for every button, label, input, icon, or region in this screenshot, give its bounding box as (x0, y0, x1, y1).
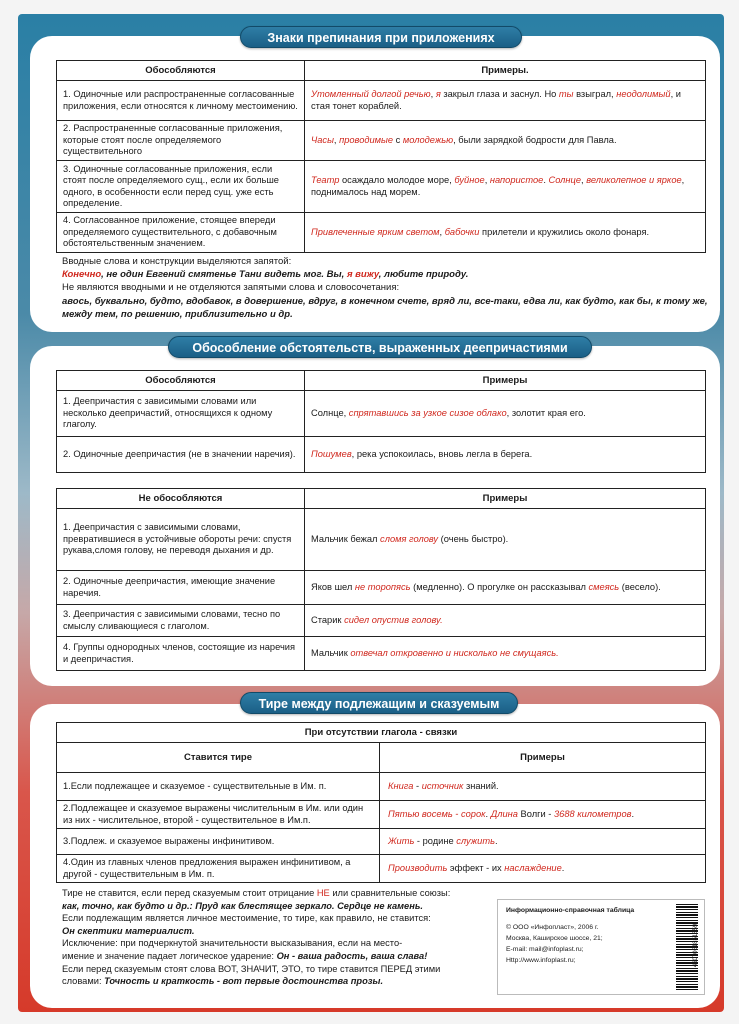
table-row (57, 571, 706, 605)
note-text: имение и значение падает логическое ударение: (62, 950, 277, 961)
section2-table-separated (56, 370, 706, 473)
col-header-rule: Не обособляются (57, 489, 305, 509)
example-text: знаний. (463, 780, 499, 791)
rule-cell: 4. Согласованное приложение, стоящее впереди определяемого существительного, с добавочным обстоятельственным значением. (57, 213, 305, 253)
example-cell (305, 571, 706, 605)
note-line (62, 887, 494, 900)
example-cell (305, 81, 706, 121)
note-text: Если подлежащим является личное местоимение, то тире, как правило, не ставится: (62, 913, 431, 924)
note-text: или сравнительные союзы: (329, 888, 451, 898)
example-text: . (631, 808, 635, 819)
table-row (57, 81, 706, 121)
example-text: эффект - их (447, 862, 505, 873)
table-row (57, 637, 706, 671)
info-line: © ООО «Инфопласт», 2006 г. (506, 924, 599, 931)
col-header-rule: Обособляются (57, 371, 305, 391)
table-row (57, 213, 706, 253)
rule-cell: 3. Деепричастия с зависимыми словами, тесно по смыслу сливающиеся с глаголом. (57, 605, 305, 637)
highlighted-example-text: великолепное и яркое (586, 175, 682, 185)
highlighted-example-text: Пошумев (311, 448, 352, 459)
note-text: Он скептики материалист. (62, 925, 195, 936)
example-cell (305, 637, 706, 671)
rule-cell: 2. Одиночные деепричастия (не в значении наречия). (57, 437, 305, 473)
section3-title: Тире между подлежащим и сказуемым (240, 692, 518, 714)
example-text: Яков шел (311, 581, 355, 592)
table-row (57, 801, 706, 829)
highlighted-example-text: Часы (311, 134, 334, 145)
rule-cell: 2. Распространенные согласованные приложения, которые стоят после определяемого существительного (57, 121, 305, 161)
example-text: закрыл глаза и заснул. Но (440, 89, 559, 99)
example-text: Мальчик (311, 647, 351, 658)
table-row (57, 391, 706, 437)
highlighted-example-text: смеясь (588, 581, 620, 592)
col-header-examples: Примеры. (305, 61, 706, 81)
example-text: , (333, 134, 340, 145)
example-text: , золотит края его. (506, 407, 586, 418)
highlighted-example-text: Привлеченные ярким светом (311, 226, 440, 237)
note-text: как, точно, как будто и др.: Пруд как блестящее зеркало. Сердце не камень. (62, 900, 423, 911)
rule-cell: 1. Одиночные или распространенные согласованные приложения, если относятся к личному местоимению. (57, 81, 305, 121)
example-text: , любите природу. (378, 269, 469, 281)
section1-table (56, 60, 706, 253)
note-text: Он - ваша радость, ваша слава! (276, 950, 428, 961)
highlighted-example-text: Утомленный долгой речью (311, 89, 431, 99)
example-text: (медленно). О прогулке он рассказывал (410, 581, 589, 592)
highlighted-example-text: спрятавшись за узкое сизое облако (348, 407, 507, 418)
highlighted-example-text: Жить (388, 835, 415, 846)
note-text: словами: (62, 976, 105, 987)
note-text: Точность и краткость - вот первые достоинства прозы. (104, 976, 384, 987)
section1-notes (62, 255, 712, 321)
example-text: - родине (414, 835, 457, 846)
example-cell (380, 855, 706, 883)
intro-words-example (62, 268, 712, 281)
col-header-examples: Примеры (305, 489, 706, 509)
highlighted-example-text: Театр (311, 175, 340, 185)
section2-title: Обособление обстоятельств, выраженных деепричастиями (168, 336, 592, 358)
non-intro-words-note: Не являются вводными и не отделяются запятыми слова и словосочетания: (62, 282, 400, 294)
note-line (62, 937, 494, 950)
highlighted-example-text: не торопясь (354, 581, 411, 592)
highlighted-example-text: Длина (490, 808, 518, 819)
highlighted-example-text: источник (421, 780, 464, 791)
note-text: Если перед сказуемым стоят слова ВОТ, ЗНАЧИТ, ЭТО, то тире ставится ПЕРЕД этими (62, 963, 441, 974)
highlighted-example-text: Книга (388, 780, 414, 791)
example-cell (305, 437, 706, 473)
example-text: , (484, 175, 490, 185)
example-text: , поднималось над морем. (311, 175, 685, 197)
highlighted-example-text: ты (558, 89, 574, 99)
example-cell (305, 121, 706, 161)
note-text: Тире не ставится, если перед сказуемым стоит отрицание (62, 888, 317, 898)
example-cell (380, 773, 706, 801)
section3-caption: При отсутствии глагола - связки (57, 723, 706, 743)
example-text: , были зарядкой бодрости для Павла. (453, 134, 617, 145)
example-text: Волги - (517, 808, 554, 819)
example-text: , (581, 175, 587, 185)
example-text: осаждало молодое море, (339, 175, 455, 185)
table-row (57, 509, 706, 571)
example-text: , (439, 226, 445, 237)
example-text: взыграл, (573, 89, 617, 99)
table-row (57, 829, 706, 855)
example-text: с (393, 134, 403, 145)
highlighted-example-text: служить (456, 835, 495, 846)
highlighted-example-text: проводимые (339, 134, 394, 145)
example-cell (380, 829, 706, 855)
col-header-rule: Ставится тире (57, 743, 380, 773)
highlighted-example-text: я вижу (346, 269, 379, 281)
highlighted-example-text: буйное (454, 175, 485, 185)
example-cell (380, 801, 706, 829)
example-text: , (430, 89, 436, 99)
intro-words-note: Вводные слова и конструкции выделяются запятой: (62, 256, 292, 267)
highlighted-example-text: сидел опустив голову. (344, 614, 443, 625)
highlighted-example-text: Пятью восемь - сорок (388, 808, 486, 819)
col-header-examples: Примеры (305, 371, 706, 391)
example-text: . (561, 862, 565, 873)
highlighted-example-text: бабочки (444, 226, 480, 237)
note-line (62, 975, 494, 988)
col-header-rule: Обособляются (57, 61, 305, 81)
example-cell (305, 161, 706, 213)
highlighted-example-text: Конечно (62, 269, 102, 281)
section1-title: Знаки препинания при приложениях (240, 26, 522, 48)
example-text: Мальчик бежал (311, 533, 381, 544)
example-text: , не один Евгений смятенье Тани видеть мог. Вы, (101, 269, 347, 281)
highlighted-example-text: 3688 километров (553, 808, 632, 819)
table-row (57, 437, 706, 473)
note-line (62, 900, 494, 913)
example-text: (очень быстро). (438, 533, 509, 544)
example-cell (305, 391, 706, 437)
highlighted-example-text: Солнце (548, 175, 582, 185)
rule-cell: 4. Группы однородных членов, состоящие из наречия и деепричастия. (57, 637, 305, 671)
note-line (62, 925, 494, 938)
example-text: , и стая тонет кораблей. (311, 89, 681, 111)
highlighted-example-text: наслаждение (504, 862, 562, 873)
highlighted-example-text: молодежью (402, 134, 454, 145)
rule-cell: 3. Одиночные согласованные приложения, если стоят после определяемого сущ., если их больше одного, в особенности если перед сущ. уже есть определение. (57, 161, 305, 213)
highlighted-example-text: напористое (489, 175, 544, 185)
info-heading: Информационно-справочная таблица (506, 907, 635, 914)
rule-cell: 1. Деепричастия с зависимыми словами или несколько деепричастий, относящихся к одному глаголу. (57, 391, 305, 437)
example-cell (305, 213, 706, 253)
example-text: . (543, 175, 549, 185)
example-cell (305, 509, 706, 571)
example-text: . (495, 835, 498, 846)
highlighted-example-text: я (435, 89, 441, 99)
rule-cell: 4.Один из главных членов предложения выражен инфинитивом, а другой - существительным в Им. п. (57, 855, 380, 883)
highlighted-word: НЕ (316, 888, 330, 898)
info-line: Http://www.infoplast.ru; (506, 957, 576, 964)
rule-cell: 2. Одиночные деепричастия, имеющие значение наречия. (57, 571, 305, 605)
barcode-number: 4607061851859 (692, 923, 699, 968)
rule-cell: 3.Подлеж. и сказуемое выражены инфинитивом. (57, 829, 380, 855)
example-text: - (413, 780, 422, 791)
col-header-examples: Примеры (380, 743, 706, 773)
info-line: E-mail: mail@infoplast.ru; (506, 946, 584, 953)
table-row (57, 121, 706, 161)
section2-table-not-separated (56, 488, 706, 671)
example-text: прилетели и кружились около фонаря. (479, 226, 650, 237)
rule-cell: 2.Подлежащее и сказуемое выражены числительным в Им. или один из них - числительное, второй - существительное в Им.п. (57, 801, 380, 829)
table-row (57, 773, 706, 801)
section3-table (56, 722, 706, 883)
example-text: . (485, 808, 491, 819)
highlighted-example-text: отвечал откровенно и нисколько не смущаясь. (350, 647, 559, 658)
table-row (57, 855, 706, 883)
rule-cell: 1. Деепричастия с зависимыми словами, превратившиеся в устойчивые обороты речи: спустя рукава,сломя голову, не переводя дыхания и др. (57, 509, 305, 571)
highlighted-example-text: сломя голову (380, 533, 439, 544)
example-text: Старик (311, 614, 345, 625)
publisher-info-box (497, 899, 705, 995)
note-line (62, 950, 494, 963)
example-text: Солнце, (311, 407, 349, 418)
note-line (62, 963, 494, 976)
example-cell (305, 605, 706, 637)
example-text: (весело). (619, 581, 661, 592)
table-row (57, 605, 706, 637)
section3-notes (62, 887, 494, 988)
info-line: Москва, Каширское шоссе, 21; (506, 935, 603, 942)
highlighted-example-text: Производить (388, 862, 448, 873)
note-line (62, 912, 494, 925)
example-text: , река успокоилась, вновь легла в берега. (351, 448, 533, 459)
info-lines (506, 922, 696, 966)
non-intro-words-list: авось, буквально, будто, вдобавок, в довершение, вдруг, в конечном счете, вряд ли, все-таки, едва ли, как будто, как бы, к тому же, между тем, по решению, приблизительно и др. (62, 295, 708, 320)
highlighted-example-text: неодолимый (616, 89, 671, 99)
note-text: Исключение: при подчеркнутой значительности высказывания, если на место- (62, 938, 403, 949)
table-row (57, 161, 706, 213)
rule-cell: 1.Если подлежащее и сказуемое - существительные в Им. п. (57, 773, 380, 801)
